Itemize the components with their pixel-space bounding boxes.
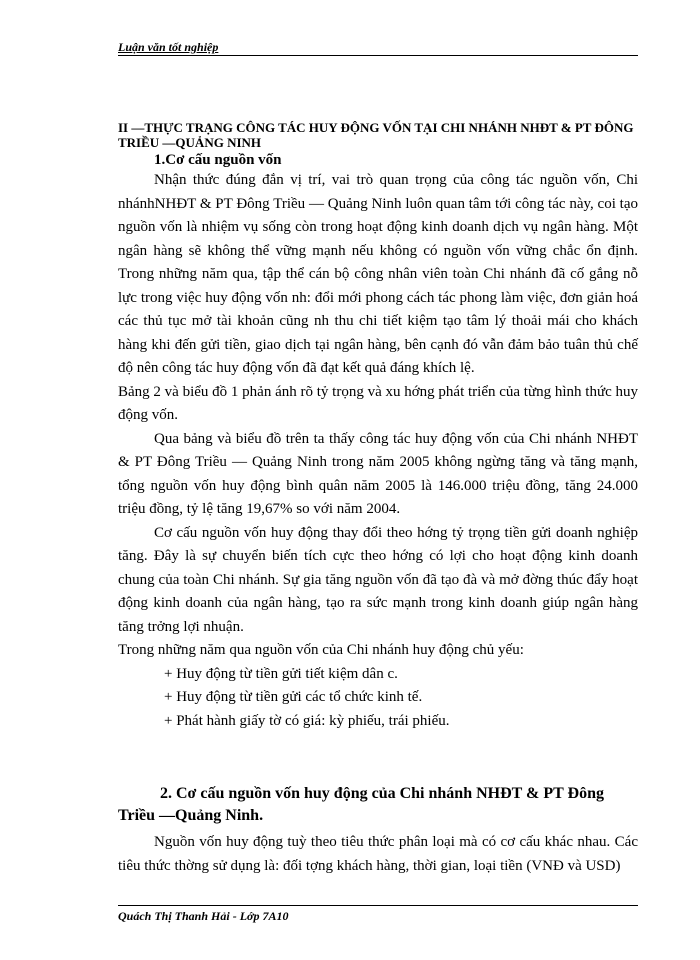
section1-heading: II —THỰC TRẠNG CÔNG TÁC HUY ĐỘNG VỐN TẠI CHI NHÁNH NHĐT & PT ĐÔNG TRIỀU —QUẢNG NINH <box>118 120 634 150</box>
paragraph: Nguồn vốn huy động tuỳ theo tiêu thức phân loại mà có cơ cấu khác nhau. Các tiêu thức thờng sử dụng là: đối tợng khách hàng, thời gian, loại tiền (VNĐ và USD) <box>118 834 638 874</box>
section2-heading: 2. Cơ cấu nguồn vốn huy động của Chi nhánh NHĐT & PT Đông Triều —Quảng Ninh. <box>118 785 604 824</box>
list-item: + Huy động từ tiền gửi các tổ chức kinh tế. <box>164 689 423 705</box>
page-footer-author: Quách Thị Thanh Hải - Lớp 7A10 <box>118 909 289 923</box>
document-body <box>118 120 638 878</box>
footer-divider <box>118 905 638 906</box>
paragraph: Qua bảng và biểu đồ trên ta thấy công tác huy động vốn của Chi nhánh NHĐT & PT Đông Triều — Quảng Ninh trong năm 2005 không ngừng tăng và tăng mạnh, tổng nguồn vốn huy động bình quân năm 2005 là 146.000 triệu đồng, tăng 24.000 triệu đồng, tỷ lệ tăng 19,67% so với năm 2004. <box>118 430 638 517</box>
paragraph: Trong những năm qua nguồn vốn của Chi nhánh huy động chủ yếu: <box>118 642 524 658</box>
list-item: + Phát hành giấy tờ có giá: kỳ phiếu, trái phiếu. <box>164 712 450 729</box>
header-divider <box>118 55 638 56</box>
list-item: + Huy động từ tiền gửi tiết kiệm dân c. <box>164 665 398 682</box>
page-header-title: Luận văn tốt nghiệp <box>118 40 219 54</box>
paragraph: Cơ cấu nguồn vốn huy động thay đổi theo hớng tỷ trọng tiền gửi doanh nghiệp tăng. Đây là sự chuyển biến tích cực theo hớng có lợi cho hoạt động kinh doanh chung của toàn Chi nhánh. Sự gia tăng nguồn vốn đã tạo đà và mở đờng thúc đẩy hoạt động kinh doanh của ngân hàng, tạo ra sức mạnh trong kinh doanh giúp ngân hàng tăng trởng lợi nhuận. <box>118 524 638 635</box>
paragraph: Bảng 2 và biểu đồ 1 phản ánh rõ tỷ trọng và xu hớng phát triển của từng hình thức huy động vốn. <box>118 383 638 423</box>
paragraph: Nhận thức đúng đắn vị trí, vai trò quan trọng của công tác nguồn vốn, Chi nhánhNHĐT & PT Đông Triều — Quảng Ninh luôn quan tâm tới công tác này, coi tạo nguồn vốn là nhiệm vụ sống còn trong hoạt động kinh doanh dịch vụ ngân hàng. Một ngân hàng sẽ không thể vững mạnh nếu không có nguồn vốn vững chắc ổn định. Trong những năm qua, tập thể cán bộ công nhân viên toàn Chi nhánh đã cố gắng nỗ lực trong việc huy động vốn nh: đổi mới phong cách tác phong làm việc, đơn giản hoá các thủ tục mở tài khoản cũng nh thu chi tiết kiệm tạo tâm lý thoải mái cho khách hàng khi đến gửi tiền, giao dịch tại ngân hàng, bên cạnh đó vẫn đảm bảo tuân thủ chế độ nên công tác huy động vốn đã đạt kết quả đáng khích lệ. <box>118 172 638 376</box>
section1-subheading: 1.Cơ cấu nguồn vốn <box>154 152 282 168</box>
